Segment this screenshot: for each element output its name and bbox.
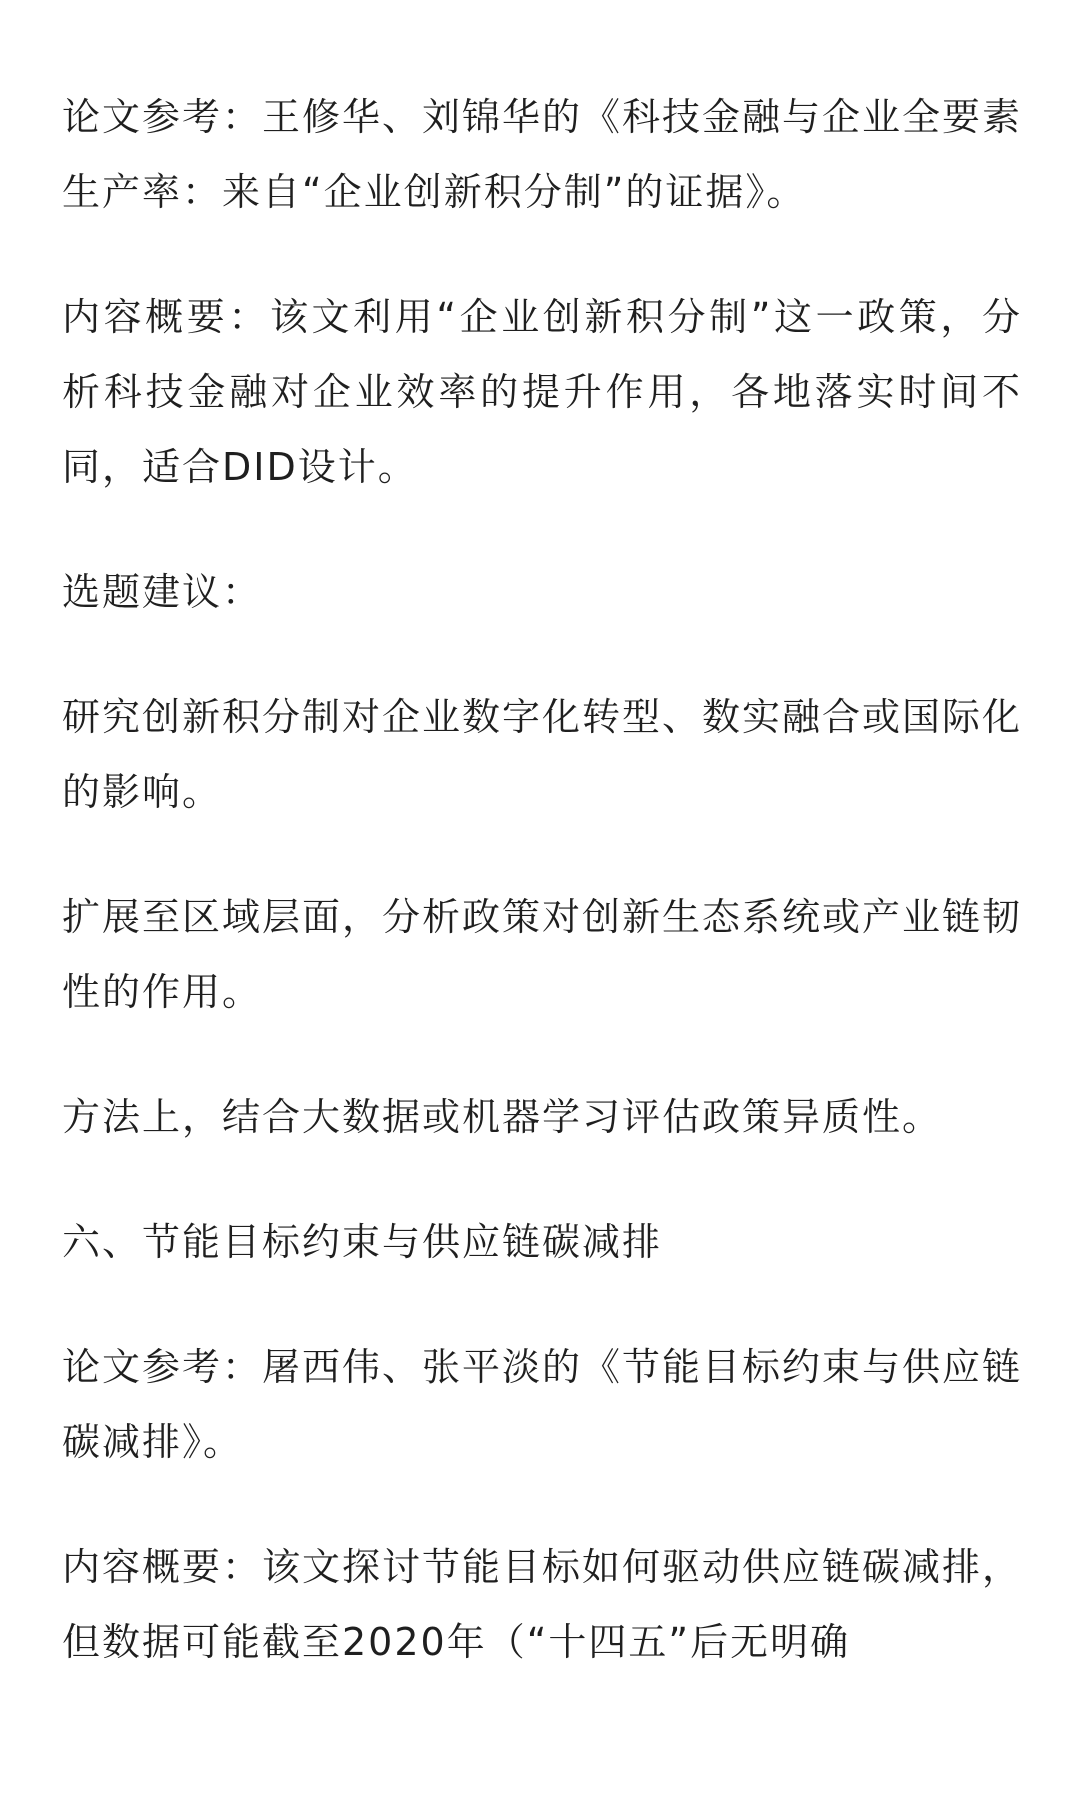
- suggestion-item: 扩展至区域层面，分析政策对创新生态系统或产业链韧性的作用。: [62, 895, 1023, 1014]
- suggestion-item: 研究创新积分制对企业数字化转型、数实融合或国际化的影响。: [62, 695, 1023, 814]
- paper-reference-2: 论文参考：屠西伟、张平淡的《节能目标约束与供应链碳减排》。: [62, 1345, 1023, 1464]
- article-body: [62, 80, 1022, 1730]
- content-summary-2: 内容概要：该文探讨节能目标如何驱动供应链碳减排，但数据可能截至2020年（“十四五”后无明确: [62, 1545, 1023, 1664]
- content-summary-1: 内容概要：该文利用“企业创新积分制”这一政策，分析科技金融对企业效率的提升作用，各地落实时间不同，适合DID设计。: [62, 295, 1022, 489]
- paper-reference-1: 论文参考：王修华、刘锦华的《科技金融与企业全要素生产率：来自“企业创新积分制”的证据》。: [62, 95, 1023, 214]
- suggestion-item: 方法上，结合大数据或机器学习评估政策异质性。: [62, 1095, 943, 1139]
- section-heading-6: 六、节能目标约束与供应链碳减排: [62, 1220, 663, 1264]
- topic-suggestions-heading: 选题建议：: [62, 570, 263, 614]
